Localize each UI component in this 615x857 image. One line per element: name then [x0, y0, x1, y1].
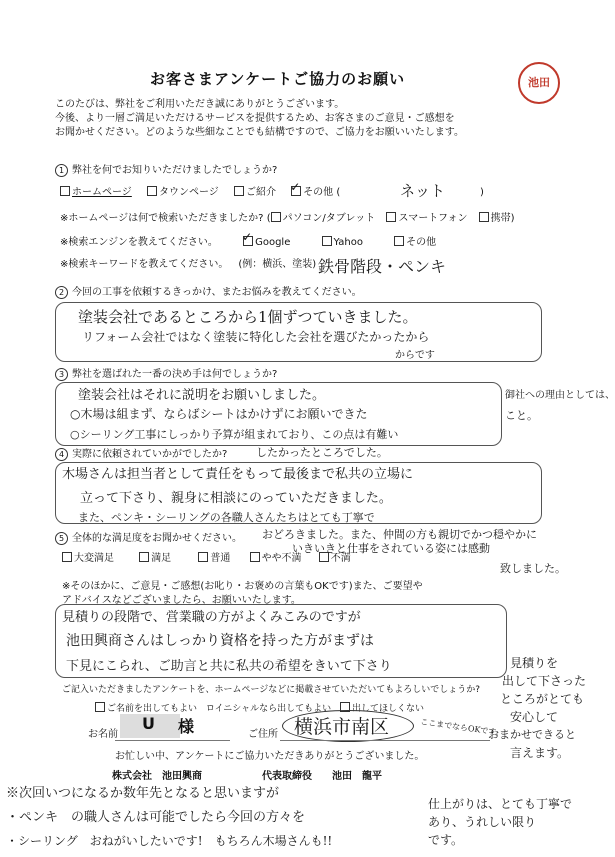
q3-margin-note: 御社への理由としては、 — [505, 390, 615, 401]
address-underline — [280, 740, 490, 741]
footer-thanks: お忙しい中、アンケートにご協力いただきありがとうございました。 — [115, 751, 425, 762]
free-answer-line-2: 池田興商さんはしっかり資格を持った方がまずは — [66, 633, 374, 649]
free-answer-line-1: 見積りの段階で、営業職の方がよくみこみのですが — [62, 610, 361, 625]
q3-margin-note-2: こと。 — [505, 409, 538, 422]
q3-question: 3 弊社を選ばれた一番の決め手は何でしょうか? — [55, 368, 277, 381]
q1-keyword: ※検索キーワードを教えてください。 (例：横浜、塗装) — [60, 259, 317, 270]
q5-overflow-line-3: 致しました。 — [500, 562, 566, 575]
q4-question: 4 実際に依頼されていかがでしたか? — [55, 448, 227, 461]
engine-yahoo[interactable]: Yahoo — [322, 237, 363, 248]
free-prompt: ※そのほかに、ご意見・ご感想(お叱り・お褒めの言葉もOKです)また、ご要望や — [62, 581, 423, 592]
q1-question: 1 弊社を何でお知りいただけましたでしょうか? — [55, 164, 277, 177]
device-mobile[interactable]: 携帯 — [479, 213, 511, 224]
address-note: ここまでならOKです。 — [419, 717, 505, 738]
q1-option-other[interactable]: ✓ その他 — [290, 180, 334, 198]
q4-answer-line-3: また、ペンキ・シーリングの各職人さんたちはとても丁寧で — [78, 511, 375, 524]
q3-answer-line-2: ○木場は組まず、ならばシートはかけずにお願いできた — [70, 407, 368, 421]
q1-hp-search: ※ホームページは何で検索いただきましたか? ( パソコン/タブレット スマートフォン 携帯) — [60, 213, 515, 224]
address-label: ご住所 — [248, 729, 278, 740]
q3-answer-line-1: 塗装会社はそれに説明をお願いしました。 — [78, 388, 326, 403]
intro-line-1: このたびは、弊社をご利用いただき誠にありがとうございます。 — [55, 99, 345, 110]
device-pc[interactable]: パソコン/タブレット — [271, 213, 376, 224]
free-prompt-2: アドバイスなどございましたら、お願いいたします。 — [62, 595, 301, 606]
q4-answer-line-1: 木場さんは担当者として責任をもって最後まで私共の立場に — [62, 467, 414, 482]
q3-answer-line-3: ○シーリング工事にしっかり予算が組まれており、この点は有難い — [70, 428, 399, 441]
q5-option-satisfied[interactable]: 満足 — [139, 553, 171, 564]
intro-line-2: 今後、より一層ご満足いただけるサービスを提供するため、お客さまのご意見・ご感想を — [55, 113, 455, 124]
q2-answer-line-1: 塗装会社であるところから1個ずつていきました。 — [78, 308, 418, 326]
q5-option-somewhat-dissatisfied[interactable]: やや不満 — [250, 553, 302, 564]
q4-answer-line-2: 立って下さり、親身に相談にのっていただきました。 — [80, 491, 392, 506]
q2-question: 2 今回の工事を依頼するきっかけ、またお悩みを教えてください。 — [55, 286, 362, 299]
q5-option-very-satisfied[interactable]: 大変満足 — [62, 553, 114, 564]
q4-answer-prefix: したかったところでした。 — [256, 446, 388, 459]
free-side-note: 見積りを 出して下さった ところがとても 安心して おまかせできると 言えます。 — [488, 656, 587, 760]
q1-option-homepage[interactable]: ホームページ — [60, 187, 132, 198]
publish-question: ご記入いただきましたアンケートを、ホームページなどに掲載させていただいてもよろしいでしょうか? — [62, 685, 481, 695]
q1-option-townpage[interactable]: タウンページ — [147, 187, 219, 198]
footer-rep-name: 池田 龍平 — [332, 771, 382, 782]
publish-option-none[interactable]: 出してほしくない — [340, 704, 424, 714]
page-title: お客さまアンケートご協力のお願い — [150, 70, 406, 88]
free-side-note-2: 仕上がりは、とても丁寧で あり、うれしい限り です。 — [428, 797, 573, 847]
company-seal — [518, 62, 560, 104]
q1-number: 1 — [55, 164, 68, 177]
engine-other[interactable]: その他 — [394, 237, 436, 248]
bottom-note: ※次回いつになるか数年先となると思いますが ・ペンキ の職人さんは可能でしたら今回の方々を ・シーリング おねがいしたいです! もちろん木場さんも!! — [6, 786, 333, 848]
publish-option-name[interactable]: ご名前を出してもよい — [95, 704, 197, 714]
engine-google[interactable]: ✓ Google — [242, 230, 291, 248]
name-sama: 様 — [178, 717, 195, 736]
address-value: 横浜市南区 — [294, 716, 390, 738]
q5-option-neutral[interactable]: 普通 — [198, 553, 230, 564]
q1-engine: ※検索エンジンを教えてください。 ✓ Google Yahoo その他 — [60, 230, 437, 248]
name-underline — [115, 740, 230, 741]
q1-options: ホームページ タウンページ ご紹介 ✓ その他 ( — [60, 186, 340, 199]
q2-answer-line-2: リフォーム会社ではなく塗装に特化した会社を選びたかったから — [82, 330, 430, 344]
seal-text: 池田 — [528, 76, 550, 89]
free-answer-line-3: 下見にこられ、ご助言と共に私共の希望をきいて下さり — [66, 659, 392, 674]
footer-rep-title: 代表取締役 — [262, 771, 312, 782]
q5-option-dissatisfied[interactable]: 不満 — [319, 553, 351, 564]
q5-overflow-line-2: いきいきと仕事をされている姿には感動 — [292, 542, 490, 555]
q2-answer-tail: からです — [395, 350, 435, 361]
q5-overflow-line-1: おどろきました。また、仲間の方も親切でかつ穏やかに — [262, 528, 537, 541]
footer-company: 株式会社 池田興商 — [112, 771, 202, 782]
device-smartphone[interactable]: スマートフォン — [386, 213, 467, 224]
q1-option-referral[interactable]: ご紹介 — [234, 187, 276, 198]
q5-question: 5 全体的な満足度をお聞かせください。 — [55, 532, 242, 545]
q1-other-answer: ネット — [400, 182, 446, 200]
name-label: お名前 — [88, 729, 118, 740]
q1-keyword-answer: 鉄骨階段・ペンキ — [318, 257, 447, 276]
name-value: U — [142, 714, 155, 733]
intro-line-3: お聞かせください。どのような些細なことでも結構ですので、ご協力をお願いいたします。 — [55, 127, 464, 138]
publish-option-initial[interactable]: ロイニシャルなら出してもよい — [205, 704, 332, 714]
